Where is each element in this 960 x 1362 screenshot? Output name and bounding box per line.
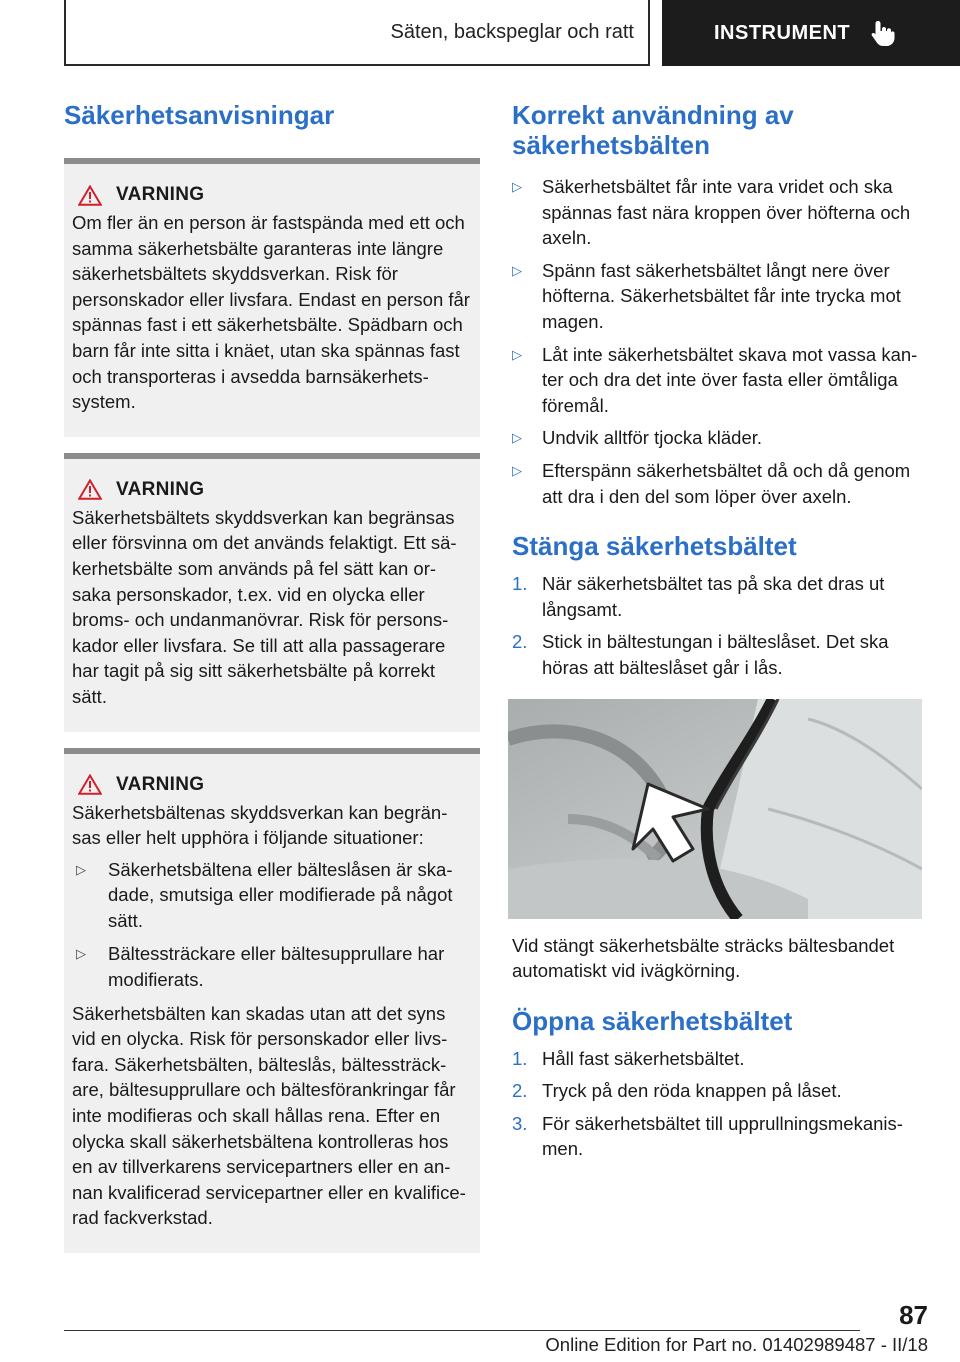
correct-use-list <box>512 174 924 509</box>
belt-caption: Vid stängt säkerhetsbälte sträcks bältesbandet automatiskt vid ivägkörning. <box>512 934 895 982</box>
step-number: 2. <box>512 631 528 653</box>
section-heading-safety: Säkerhetsanvisningar <box>64 100 335 130</box>
list-item: ▷ Bältessträckare eller bältesupprullare har modifierats. <box>72 941 472 992</box>
chapter-title: Säten, backspeglar och ratt <box>390 20 634 43</box>
step-number: 1. <box>512 573 528 595</box>
warning-label: VARNING <box>116 478 205 500</box>
right-column <box>512 100 924 1169</box>
warning-outro: Säkerhetsbälten kan skadas utan att det syns vid en olycka. Risk för personskador eller livs-fara. Säkerhetsbälten, bälteslås, bältessträck-are, bältesupprullare och bältesförankringar får inte modifieras och skall hållas rena. Efter en olycka skall säkerhetsbältena kontrolleras hos en av tillverkarens servicepartners eller en an-nan kvalificerad servicepartner eller en kvalifice-rad fackverkstad. <box>72 1002 466 1229</box>
list-item: ▷ Undvik alltför tjocka kläder. <box>512 425 924 451</box>
warning-intro: Säkerhetsbältenas skyddsverkan kan begrän-sas eller helt upphöra i följande situationer: <box>72 801 448 849</box>
chapter-header <box>64 0 650 66</box>
close-belt-steps <box>512 571 924 680</box>
page-number: 87 <box>899 1300 928 1330</box>
footer-edition: Online Edition for Part no. 01402989487 - II/18 <box>545 1334 928 1355</box>
step-item <box>512 1111 924 1162</box>
section-heading-open-belt: Öppna säkerhetsbältet <box>512 1005 793 1036</box>
step-text: När säkerhetsbältet tas på ska det dras ut långsamt. <box>542 573 885 620</box>
warning-box-3 <box>64 748 480 1254</box>
warning-box-2 <box>64 453 480 732</box>
step-text: Stick in bältestungan i bälteslåset. Det ska höras att bälteslåset går i lås. <box>542 631 889 678</box>
step-item <box>512 571 924 622</box>
warning-triangle-icon <box>78 479 102 500</box>
step-item <box>512 1078 924 1104</box>
step-number: 2. <box>512 1080 528 1102</box>
footer-divider <box>64 1330 860 1331</box>
section-tab[interactable] <box>662 0 960 66</box>
section-heading-correct-use: Korrekt användning av säkerhetsbälten <box>512 100 794 160</box>
section-title: INSTRUMENT <box>714 21 851 44</box>
step-text: För säkerhetsbältet till upprullningsmekanis-men. <box>542 1112 903 1160</box>
warning-triangle-icon <box>78 185 102 206</box>
seatbelt-photo <box>508 699 922 919</box>
list-item: ▷ Säkerhetsbältet får inte vara vridet och ska spännas fast nära kroppen över höfterna och axeln. <box>512 174 924 251</box>
list-item: ▷ Säkerhetsbältena eller bälteslåsen är ska-dade, smutsiga eller modifierade på något sätt. <box>72 857 472 934</box>
warning-text: Säkerhetsbältets skyddsverkan kan begränsas eller försvinna om det används felaktigt. Ett sä-kerhetsbälte som används på fel sätt kan or-saka personskador, t.ex. vid en olycka eller broms- och undanmanövrar. Risk för persons-kador eller livsfara. Se till att alla passagerare har tagit på sig sitt säkerhetsbälte på korrekt sätt. <box>72 506 457 707</box>
warning-triangle-icon <box>78 774 102 795</box>
section-heading-close-belt: Stänga säkerhetsbältet <box>512 531 797 562</box>
seatbelt-illustration <box>508 699 922 919</box>
step-text: Tryck på den röda knappen på låset. <box>542 1080 842 1102</box>
warning-label: VARNING <box>116 184 205 205</box>
step-text: Håll fast säkerhetsbältet. <box>542 1047 745 1069</box>
step-number: 1. <box>512 1047 528 1069</box>
warning-label: VARNING <box>116 773 205 795</box>
step-item <box>512 629 924 680</box>
left-column <box>64 100 480 1265</box>
warning-text: Om fler än en person är fastspända med ett och samma säkerhetsbälte garanteras inte längre säkerhetsbältets skyddsverkan. Risk för personskador eller livsfara. Endast en person får spännas fast i ett säkerhetsbälte. Spädbarn och barn får inte sitta i knäet, utan ska spännas fast och transporteras i avsedda barnsäkerhets-system. <box>72 212 470 413</box>
warning-box-1 <box>64 158 480 437</box>
hand-pointer-icon <box>870 19 896 47</box>
list-item: ▷ Efterspänn säkerhetsbältet då och då genom att dra i den del som löper över axeln. <box>512 458 924 509</box>
list-item: ▷ Låt inte säkerhetsbältet skava mot vassa kan-ter och dra det inte över fasta eller ömtåliga föremål. <box>512 342 924 419</box>
step-item <box>512 1046 924 1072</box>
step-number: 3. <box>512 1112 528 1134</box>
list-item: ▷ Spänn fast säkerhetsbältet långt nere över höfterna. Säkerhetsbältet får inte trycka mot magen. <box>512 258 924 335</box>
open-belt-steps <box>512 1046 924 1162</box>
